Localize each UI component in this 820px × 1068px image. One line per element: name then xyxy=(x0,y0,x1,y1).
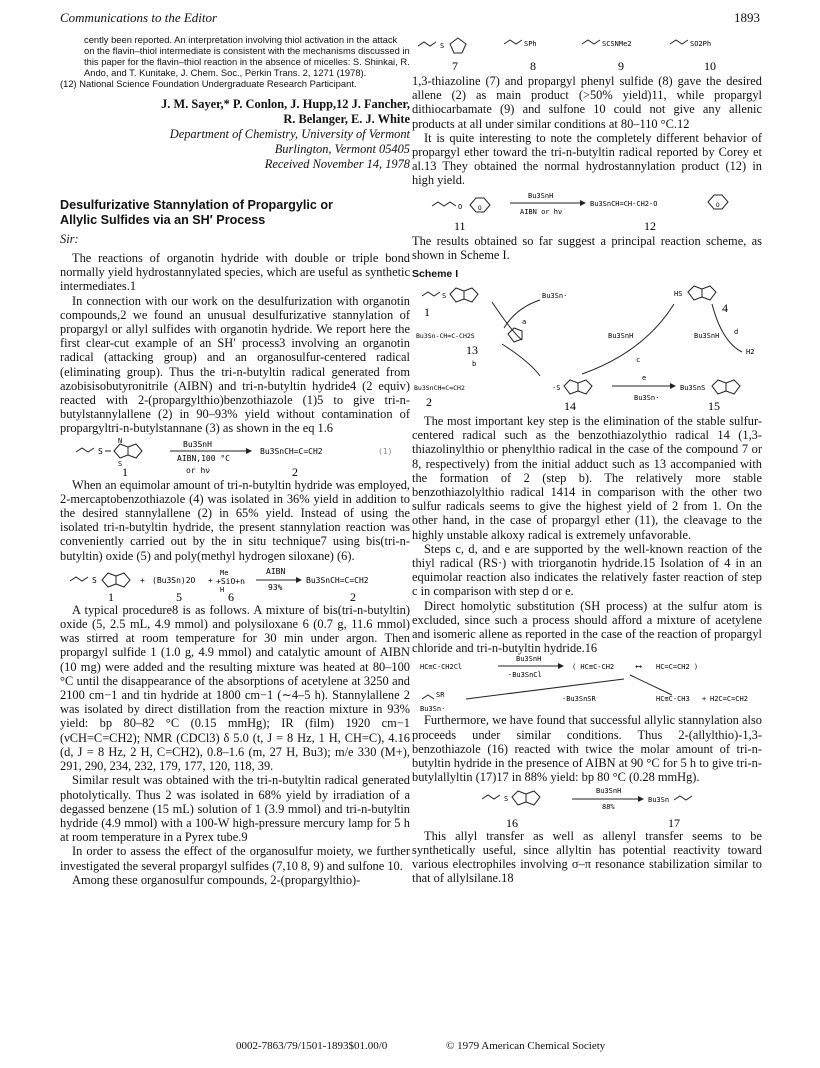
step-a-label: a xyxy=(522,318,527,327)
eq1-product: Bu3SnCH=C=CH2 xyxy=(260,446,323,456)
compounds-7-10 xyxy=(412,34,762,74)
scheme-bu3sn-radical: Bu3Sn· xyxy=(542,292,568,301)
paragraph-r4: The most important key step is the elimination of the stable sulfur-centered radical such as the benzothiazolythio radical 14 (1,3-thiazolinylthio or phenylthio radical in the case of the compound 7 or 8, respectively) from the initial adduct such as 13 accompanied with the formation of 2 (step b). The relatively more stable benzothiazolylthio radical 1414 in comparison with the other two sulfur radicals seems to give the highest yield of 2 from 1. On the other hand, in the case of propargyl ether (11), the cleavage to the highly unstable alkoxy radical is extremely unfavorable. xyxy=(412,414,762,542)
svg-text:H: H xyxy=(220,585,225,594)
eq11-cond: AIBN or hν xyxy=(520,207,563,216)
reagent-5: (Bu3Sn)2O xyxy=(152,575,196,585)
svg-text:S: S xyxy=(92,575,97,585)
paragraph-2: In connection with our work on the desulfurization with organotin compounds,2 we found an unusual desulfurizative stannylation of propargyl or allyl sulfides with organotin hydride. We report here the first clear-cut example of an SH′ process3 involving an organotin radical (attacking group) and an organosulfur-centered radical (eliminating group). Thus the tri-n-butyltin radical generated from azobisisobutyronitrile (AIBN) and tri-n-butyltin hydride4 (2 equiv) reacted with 2-(propargylthio)benzothiazole (1)5 to give tri-n-butylstannylallene (2) in 90–93% yield without contamination of propargyltri-n-butylstannane (3) as shown in the eq 1.6 xyxy=(60,293,410,436)
svg-text:+: + xyxy=(702,695,707,704)
footer-code: 0002-7863/79/1501-1893$01.00/0 xyxy=(236,1040,388,1052)
paragraph-r5: Steps c, d, and e are supported by the well-known reaction of the thiyl radical (RS·) with triorganotin hydride.15 Isolation of 4 in an equimolar reaction also indicates the relatively faster reaction of step c in comparison with step d or e. xyxy=(412,541,762,599)
compound-17-label: 17 xyxy=(668,815,680,829)
paragraph-r2: It is quite interesting to note the completely different behavior of propargyl ether toward the tri-n-butyltin radical reported by Corey et al.13 They obtained the normal hydrostannylation product (12) in high yield. xyxy=(412,130,762,188)
eq1-cond1: AIBN,100 °C xyxy=(177,453,230,463)
svg-text:N: N xyxy=(118,436,123,445)
step-d-label: d xyxy=(734,328,739,337)
salutation: Sir: xyxy=(60,232,79,246)
step-c-label: c xyxy=(636,356,641,365)
paragraph-r1: 1,3-thiazoline (7) and propargyl phenyl sulfide (8) gave the desired allene (2) as main product (>50% yield)11, while propargyl dithiocarbamate (9) and sulfone 10 could not give any allenic products at all under similar conditions at 80–110 °C.12 xyxy=(412,74,762,131)
svg-text:+SiO+n: +SiO+n xyxy=(216,576,245,586)
propcl-start: HC≡C-CH2Cl xyxy=(420,663,463,672)
paragraph-3: When an equimolar amount of tri-n-butyltin hydride was employed, 2-mercaptobenzothiazole (4) was isolated in 36% yield in addition to the desired stannylallene (2) in 65% yield. Instead of using the isolated tri-n-butyltin hydride, the present stannylation reaction was conveniently carried out by the in situ technique7 using bis(tri-n-butyltin) oxide (5) and poly(methyl hydrogen siloxane) (6). xyxy=(60,477,410,563)
page-header xyxy=(60,10,760,28)
propargyl-chloride-scheme xyxy=(412,655,762,713)
journal-section: Communications to the Editor xyxy=(60,10,218,25)
propcl-product-2: H2C=C=CH2 xyxy=(710,695,748,704)
propcl-reagent: Bu3SnH xyxy=(516,655,542,664)
footer-copyright: © 1979 American Chemical Society xyxy=(446,1040,606,1052)
paragraph-5: Similar result was obtained with the tri-n-butyltin radical generated photolytically. Thus 2 was isolated in 68% yield by irradiation of a degassed benzene (15 mL) solution of 1 (3.9 mmol) and tri-n-butyltin hydride (4.9 mmol) with a 100-W high-pressure mercury lamp for 5 h at room temperature in a Pyrex tube.9 xyxy=(60,773,410,845)
eq2-product: Bu3SnCH=C=CH2 xyxy=(306,575,369,585)
scheme-compound-4: 4 xyxy=(722,301,728,316)
left-column xyxy=(60,34,410,887)
step-b-label: b xyxy=(472,360,477,369)
compound-6-label: 6 xyxy=(228,589,234,603)
article-title: Desulfurizative Stannylation of Propargylic or Allylic Sulfides via an SH′ Process xyxy=(60,198,333,227)
compound-1-label: 1 xyxy=(122,464,128,478)
svg-text:O: O xyxy=(458,202,463,211)
paragraph-r7: Furthermore, we have found that successful allylic stannylation also proceeds under similar conditions. Thus 2-(allylthio)-1,3-benzothiazole (16) reacted with twice the molar amount of tri-n-butyltin hydride in the presence of AIBN at 90 °C for 5 h to give tri-n-butylallyltin (17)17 in 88% yield: bp 80 °C (0.28 mmHg). xyxy=(412,713,762,785)
svg-text:S: S xyxy=(98,446,103,456)
eq11-product: Bu3SnCH=CH-CH2-O xyxy=(590,199,658,208)
svg-text:S: S xyxy=(118,459,123,468)
author-list: J. M. Sayer,* P. Conlon, J. Hupp,12 J. Fancher, R. Belanger, E. J. White xyxy=(161,97,410,126)
scheme-compound-13: 13 xyxy=(466,343,478,358)
eq16-product: Bu3Sn xyxy=(648,795,670,804)
scheme-compound-15: 15 xyxy=(708,399,720,414)
compound-8-group: SPh xyxy=(524,40,537,48)
svg-text:O: O xyxy=(478,204,482,212)
eq1-reagent: Bu3SnH xyxy=(183,439,212,449)
svg-text:Me: Me xyxy=(220,568,229,577)
page-number: 1893 xyxy=(734,10,760,25)
scheme-product-15: Bu3SnS xyxy=(680,384,706,393)
propcl-resonance-1: ( HC≡C-CH2 xyxy=(572,663,615,672)
propcl-resonance-2: HC=C=CH2 ) xyxy=(656,663,699,672)
scheme-adduct: Bu3Sn-CH=C-CH2S xyxy=(416,332,475,341)
propcl-sr: SR xyxy=(436,691,445,700)
compound-9-group: SCSNMe2 xyxy=(602,40,632,48)
compound-8-label: 8 xyxy=(530,59,536,73)
compound-11-label: 11 xyxy=(454,218,466,233)
equation-2 xyxy=(60,563,410,603)
eq2-reagent: AIBN xyxy=(266,566,286,576)
compound-10-label: 10 xyxy=(704,59,716,73)
svg-text:O: O xyxy=(716,201,720,209)
propcl-sn: -Bu3SnSR xyxy=(562,695,596,704)
compound-1-label: 1 xyxy=(108,589,114,603)
eq16-yield: 88% xyxy=(602,802,615,811)
scheme-1 xyxy=(412,282,762,414)
svg-text:+: + xyxy=(140,575,145,585)
scheme-allene: Bu3SnCH=C=CH2 xyxy=(414,384,465,393)
scheme-hs: HS xyxy=(674,290,683,299)
eq16-reagent: Bu3SnH xyxy=(596,786,622,795)
equation-16 xyxy=(412,785,762,829)
scheme-h2: H2 xyxy=(746,348,755,357)
svg-text:S: S xyxy=(442,292,447,301)
eq1-number: (1) xyxy=(378,446,393,456)
propcl-byproduct: -Bu3SnCl xyxy=(508,671,542,680)
propcl-bu3sn: Bu3Sn· xyxy=(420,705,446,714)
paragraph-r3: The results obtained so far suggest a principal reaction scheme, as shown in Scheme I. xyxy=(412,233,762,262)
paragraph-6: In order to assess the effect of the organosulfur moiety, we further investigated the several propargyl sulfides (7,10 8, 9) and sulfone 10. xyxy=(60,844,410,873)
equation-11 xyxy=(412,188,762,234)
step-e-label: e xyxy=(642,374,647,383)
paragraph-1: The reactions of organotin hydride with double or triple bond normally yield hydrostannylated species, which are useful as synthetic intermediates.1 xyxy=(60,251,410,294)
compound-7-label: 7 xyxy=(452,59,458,73)
svg-text:S: S xyxy=(440,42,445,50)
svg-text:+: + xyxy=(208,575,213,585)
right-column xyxy=(412,34,762,885)
scheme-compound-1: 1 xyxy=(424,305,430,320)
svg-text:⟷: ⟷ xyxy=(636,662,642,673)
svg-text:S: S xyxy=(504,794,509,803)
paragraph-4: A typical procedure8 is as follows. A mixture of bis(tri-n-butyltin) oxide (5, 2.5 mL, 4.9 mmol) and polysiloxane 6 (0.7 g, 11.6 mmol) was stirred at room temperature for 30 min under argon. Then propargyl sulfide 1 (1.0 g, 4.9 mmol) and catalytic amount of AIBN (10 mg) were added and the resulting mixture was heated at 80–100 °C until the disappearance of the absorptions of acetylene at 3250 and 2100 cm−1 and tin hydride at 1800 cm−1 (∼4–5 h). Stannylallene 2 was isolated by direct distillation from the reaction mixture in 93% yield: bp 80–82 °C (0.15 mmHg); IR (film) 1920 cm−1 (νCH=C=CH2); NMR (CDCl3) δ 5.0 (t, J = 8 Hz, 1 H, CH=C), 4.16 (d, J = 8 Hz, 2 H, C=CH2), 0.8–1.6 (m, 27 H, Bu3); m/e 330 (M+), 291, 290, 234, 232, 179, 177, 120, 118, 39. xyxy=(60,602,410,774)
paragraph-7: Among these organosulfur compounds, 2-(propargylthio)- xyxy=(72,872,361,887)
footnote-continued: cently been reported. An interpretation involving thiol activation in the attack on the flavin–thiol intermediate is consistent with the mechanisms discussed in this paper for the flavin–thiol reaction in the absence of micelles: S. Shinkai, R. Ando, and T. Kunitake, J. Chem. Soc., Perkin Trans. 2, 1271 (1978). xyxy=(84,34,410,78)
scheme-bu3snh-1: Bu3SnH xyxy=(608,332,634,341)
compound-5-label: 5 xyxy=(176,589,182,603)
eq2-yield: 93% xyxy=(268,582,283,592)
paragraph-r8: This allyl transfer as well as allenyl transfer seems to be synthetically useful, since allyltin has potential reactivity toward various electrophiles involving σ–π resonance stabilization similar to that of allylsilane.18 xyxy=(412,828,762,886)
scheme-bu3snh-2: Bu3SnH xyxy=(694,332,720,341)
compound-16-label: 16 xyxy=(506,815,518,829)
equation-1 xyxy=(60,436,410,478)
scheme-compound-14: 14 xyxy=(564,399,576,414)
compound-2-label: 2 xyxy=(292,464,298,478)
compound-2-label: 2 xyxy=(350,589,356,603)
affiliation: Department of Chemistry, University of Vermont Burlington, Vermont 05405 Received November 14, 1978 xyxy=(169,127,410,171)
paragraph-r6: Direct homolytic substitution (SH process) at the sulfur atom is excluded, since such a process should afford a mixture of acetylene and isomeric allene as reported in the case of the reaction of propargyl chloride and tri-n-butyltin hydride.16 xyxy=(412,598,762,656)
footnote-12: (12) National Science Foundation Undergraduate Research Participant. xyxy=(60,78,357,89)
scheme-1-label: Scheme I xyxy=(412,268,459,281)
scheme-compound-2: 2 xyxy=(426,395,432,410)
eq11-reagent: Bu3SnH xyxy=(528,191,554,200)
eq1-cond2: or hν xyxy=(186,465,211,475)
scheme-bu3sn-radical-2: Bu3Sn· xyxy=(634,394,660,403)
propcl-product-1: HC≡C-CH3 xyxy=(656,695,690,704)
svg-text:·S: ·S xyxy=(552,384,561,393)
compound-9-label: 9 xyxy=(618,59,624,73)
compound-10-group: SO2Ph xyxy=(690,40,712,48)
compound-12-label: 12 xyxy=(644,218,656,233)
